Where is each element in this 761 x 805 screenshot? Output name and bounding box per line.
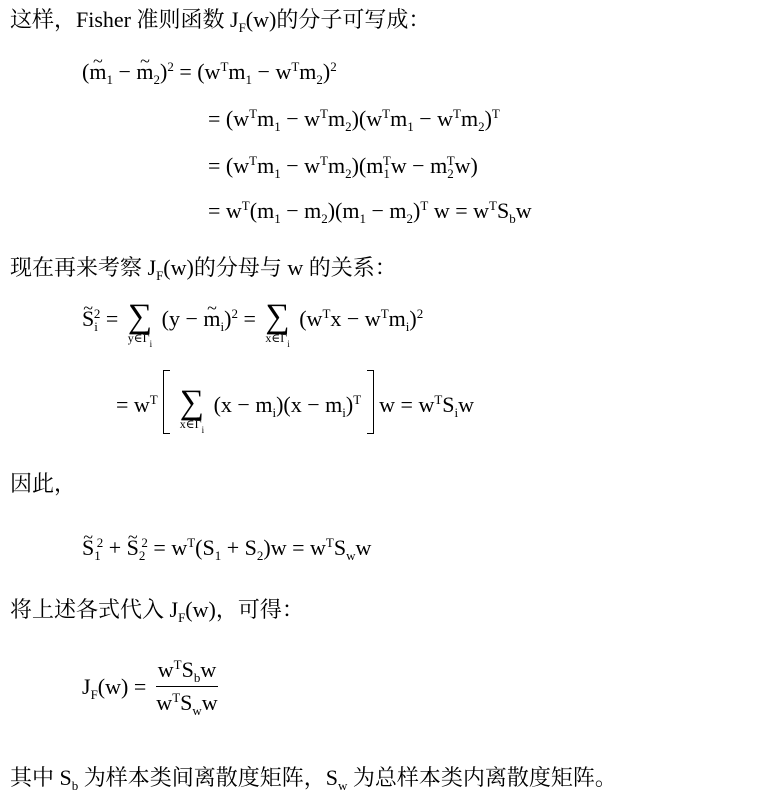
intro-tail: (w)的分子可写成： [245, 7, 431, 32]
denominator-subscript: F [156, 268, 164, 283]
intro-text: 这样，Fisher 准则函数 J [10, 7, 239, 32]
definition-text-c: 为总样本类内离散度矩阵。 [347, 765, 617, 790]
substitute-paragraph [10, 596, 304, 624]
fisher-criterion-eq: $J_F(w)$ = $\frac{w^TS_bw}{w^TS_ww}$ [82, 657, 218, 718]
numerator-eq-line-2: = $(w^Tm_1 - w^Tm_2)(w^Tm_1 - w^Tm_2)^T$ [208, 106, 500, 134]
definition-text-b: 为样本类间离散度矩阵，S [78, 765, 338, 790]
substitute-subscript: F [178, 610, 186, 625]
therefore-text: 因此， [10, 471, 77, 496]
sum-scatter-eq: ~ $S_1^2$ + ~ $S_2^2 = w^T(S_1 + S_2)w = w^TS_ww$ [82, 534, 371, 562]
scatter-eq-line-1: ~ $S_i^2$ = ∑ $y\in\Gamma_i$ (y − ~ $m_i)^2$ = ∑ $x\in\Gamma_i$ $(w^Tx - w^Tm_i)^2$ [82, 300, 423, 344]
denominator-text: 现在再来考察 J [10, 255, 157, 280]
numerator-eq-line-4: = $w^T(m_1 - m_2)(m_1 - m_2)^T$ $w = w^TS_bw$ [208, 198, 532, 226]
definition-paragraph [10, 764, 617, 792]
denominator-tail: (w)的分母与 w 的关系： [163, 255, 397, 280]
definition-subscript-w: w [338, 778, 348, 793]
scatter-eq-line-2: = $w^T$ ∑ $x\in\Gamma_i$ $(x - m_i)(x - m_i)^T$ $w = w^TS_iw$ [116, 370, 474, 434]
fisher-fraction: $\frac{w^TS_bw}{w^TS_ww}$ [156, 657, 218, 718]
numerator-eq-line-1: (~ $m_1$ − ~ $m_2)^2 = (w^Tm_1 - w^Tm_2)^2$ [82, 58, 337, 86]
definition-subscript-b: b [71, 778, 79, 793]
definition-text-a: 其中 S [10, 765, 72, 790]
intro-subscript: F [238, 20, 246, 35]
numerator-eq-line-3: = $(w^Tm_1 - w^Tm_2)(m_1^Tw - m_2^Tw)$ [208, 153, 478, 181]
substitute-tail: (w)，可得： [185, 597, 304, 622]
denominator-paragraph [10, 254, 397, 282]
intro-paragraph [10, 6, 430, 34]
therefore-paragraph [10, 470, 76, 498]
substitute-text: 将上述各式代入 J [10, 597, 179, 622]
